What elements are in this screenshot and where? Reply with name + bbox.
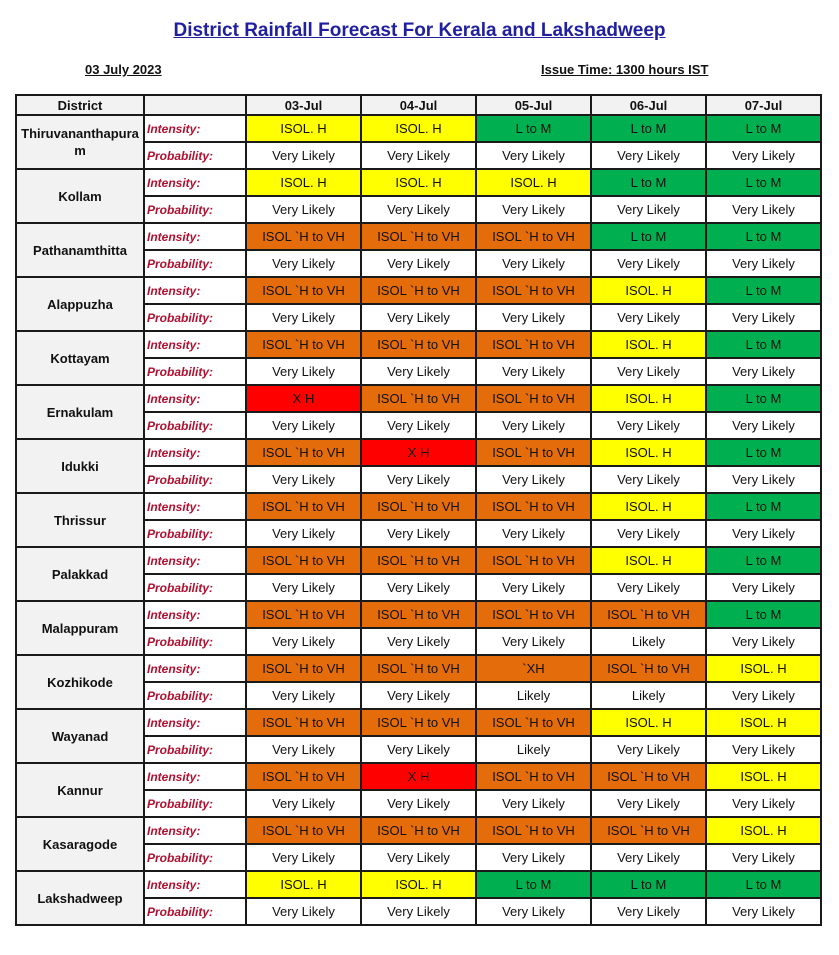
probability-cell: Very Likely	[476, 250, 591, 277]
intensity-cell: ISOL. H	[591, 709, 706, 736]
intensity-cell: L to M	[591, 223, 706, 250]
intensity-cell: ISOL. H	[706, 817, 821, 844]
intensity-cell: ISOL `H to VH	[246, 709, 361, 736]
probability-cell: Very Likely	[246, 358, 361, 385]
probability-label: Probability:	[144, 250, 246, 277]
intensity-cell: L to M	[706, 223, 821, 250]
intensity-cell: ISOL `H to VH	[246, 439, 361, 466]
intensity-cell: ISOL. H	[476, 169, 591, 196]
probability-label: Probability:	[144, 628, 246, 655]
probability-cell: Very Likely	[706, 520, 821, 547]
intensity-cell: L to M	[476, 871, 591, 898]
intensity-cell: ISOL `H to VH	[591, 655, 706, 682]
intensity-cell: ISOL `H to VH	[591, 817, 706, 844]
intensity-cell: L to M	[591, 871, 706, 898]
district-name: Pathanamthitta	[16, 223, 144, 277]
title-text: District Rainfall Forecast For Kerala and Lakshadweep	[173, 20, 666, 41]
intensity-label: Intensity:	[144, 655, 246, 682]
intensity-label: Intensity:	[144, 439, 246, 466]
probability-cell: Very Likely	[476, 304, 591, 331]
district-intensity-row	[16, 763, 821, 790]
intensity-label: Intensity:	[144, 169, 246, 196]
header-date: 06-Jul	[591, 95, 706, 115]
intensity-cell: ISOL `H to VH	[476, 763, 591, 790]
probability-label: Probability:	[144, 574, 246, 601]
district-intensity-row	[16, 331, 821, 358]
probability-cell: Very Likely	[706, 250, 821, 277]
district-name: Thiruvananthapuram	[16, 115, 144, 169]
intensity-label: Intensity:	[144, 331, 246, 358]
probability-cell: Very Likely	[591, 412, 706, 439]
probability-cell: Very Likely	[361, 898, 476, 925]
intensity-cell: ISOL `H to VH	[246, 277, 361, 304]
probability-cell: Very Likely	[476, 358, 591, 385]
probability-label: Probability:	[144, 844, 246, 871]
intensity-cell: ISOL `H to VH	[246, 601, 361, 628]
probability-cell: Very Likely	[246, 628, 361, 655]
intensity-cell: X H	[361, 439, 476, 466]
intensity-label: Intensity:	[144, 223, 246, 250]
intensity-label: Intensity:	[144, 493, 246, 520]
intensity-cell: ISOL `H to VH	[476, 331, 591, 358]
intensity-cell: ISOL. H	[246, 115, 361, 142]
probability-cell: Very Likely	[706, 574, 821, 601]
intensity-cell: L to M	[591, 169, 706, 196]
intensity-cell: ISOL `H to VH	[476, 439, 591, 466]
district-name: Kollam	[16, 169, 144, 223]
intensity-label: Intensity:	[144, 115, 246, 142]
intensity-label: Intensity:	[144, 601, 246, 628]
probability-cell: Very Likely	[361, 790, 476, 817]
probability-label: Probability:	[144, 520, 246, 547]
header-row	[16, 95, 821, 115]
probability-label: Probability:	[144, 412, 246, 439]
probability-cell: Very Likely	[246, 196, 361, 223]
probability-label: Probability:	[144, 142, 246, 169]
probability-cell: Very Likely	[476, 844, 591, 871]
intensity-label: Intensity:	[144, 763, 246, 790]
header-blank	[144, 95, 246, 115]
probability-cell: Very Likely	[706, 736, 821, 763]
intensity-cell: ISOL. H	[591, 331, 706, 358]
district-intensity-row	[16, 115, 821, 142]
intensity-label: Intensity:	[144, 817, 246, 844]
intensity-cell: ISOL `H to VH	[361, 601, 476, 628]
forecast-table	[15, 94, 822, 926]
probability-cell: Very Likely	[591, 358, 706, 385]
probability-cell: Very Likely	[706, 844, 821, 871]
intensity-cell: ISOL `H to VH	[246, 493, 361, 520]
probability-cell: Very Likely	[591, 250, 706, 277]
probability-label: Probability:	[144, 358, 246, 385]
probability-cell: Very Likely	[246, 520, 361, 547]
probability-cell: Very Likely	[361, 736, 476, 763]
intensity-cell: L to M	[706, 169, 821, 196]
probability-cell: Very Likely	[361, 682, 476, 709]
probability-cell: Very Likely	[361, 304, 476, 331]
probability-cell: Very Likely	[706, 898, 821, 925]
probability-label: Probability:	[144, 736, 246, 763]
probability-label: Probability:	[144, 196, 246, 223]
probability-cell: Very Likely	[361, 574, 476, 601]
probability-cell: Very Likely	[361, 412, 476, 439]
intensity-cell: ISOL `H to VH	[361, 547, 476, 574]
district-name: Malappuram	[16, 601, 144, 655]
intensity-cell: L to M	[591, 115, 706, 142]
intensity-cell: ISOL. H	[246, 169, 361, 196]
probability-cell: Very Likely	[246, 466, 361, 493]
probability-cell: Very Likely	[706, 466, 821, 493]
intensity-cell: ISOL `H to VH	[246, 817, 361, 844]
intensity-label: Intensity:	[144, 277, 246, 304]
probability-label: Probability:	[144, 304, 246, 331]
intensity-cell: ISOL `H to VH	[476, 817, 591, 844]
intensity-cell: L to M	[706, 493, 821, 520]
probability-cell: Very Likely	[706, 790, 821, 817]
district-intensity-row	[16, 169, 821, 196]
probability-cell: Very Likely	[706, 142, 821, 169]
header-date: 07-Jul	[706, 95, 821, 115]
intensity-cell: ISOL. H	[706, 655, 821, 682]
intensity-cell: ISOL `H to VH	[246, 763, 361, 790]
probability-cell: Very Likely	[591, 196, 706, 223]
probability-cell: Very Likely	[591, 142, 706, 169]
probability-cell: Very Likely	[591, 844, 706, 871]
probability-cell: Very Likely	[246, 682, 361, 709]
district-name: Kasaragode	[16, 817, 144, 871]
intensity-cell: ISOL `H to VH	[476, 547, 591, 574]
district-intensity-row	[16, 871, 821, 898]
intensity-cell: ISOL. H	[361, 169, 476, 196]
district-name: Alappuzha	[16, 277, 144, 331]
intensity-label: Intensity:	[144, 547, 246, 574]
probability-cell: Very Likely	[476, 898, 591, 925]
probability-label: Probability:	[144, 682, 246, 709]
intensity-cell: ISOL `H to VH	[361, 709, 476, 736]
intensity-cell: ISOL `H to VH	[476, 709, 591, 736]
page-title	[0, 20, 839, 42]
probability-cell: Very Likely	[361, 142, 476, 169]
intensity-cell: ISOL `H to VH	[246, 223, 361, 250]
intensity-cell: ISOL `H to VH	[246, 547, 361, 574]
district-name: Ernakulam	[16, 385, 144, 439]
intensity-cell: L to M	[706, 439, 821, 466]
intensity-cell: X H	[246, 385, 361, 412]
intensity-cell: L to M	[706, 601, 821, 628]
probability-cell: Very Likely	[246, 250, 361, 277]
district-intensity-row	[16, 493, 821, 520]
intensity-cell: ISOL `H to VH	[591, 763, 706, 790]
district-intensity-row	[16, 817, 821, 844]
district-intensity-row	[16, 385, 821, 412]
intensity-cell: ISOL `H to VH	[361, 493, 476, 520]
intensity-cell: ISOL `H to VH	[476, 223, 591, 250]
probability-cell: Very Likely	[361, 196, 476, 223]
probability-cell: Very Likely	[591, 898, 706, 925]
header-date: 04-Jul	[361, 95, 476, 115]
intensity-cell: ISOL `H to VH	[361, 655, 476, 682]
probability-cell: Very Likely	[706, 412, 821, 439]
intensity-cell: ISOL `H to VH	[476, 277, 591, 304]
district-intensity-row	[16, 601, 821, 628]
probability-cell: Very Likely	[706, 682, 821, 709]
probability-cell: Very Likely	[706, 196, 821, 223]
header-date: 05-Jul	[476, 95, 591, 115]
probability-cell: Very Likely	[246, 142, 361, 169]
district-intensity-row	[16, 655, 821, 682]
probability-cell: Likely	[591, 628, 706, 655]
district-intensity-row	[16, 277, 821, 304]
probability-cell: Very Likely	[361, 250, 476, 277]
intensity-cell: ISOL `H to VH	[361, 817, 476, 844]
issue-time: Issue Time: 1300 hours IST	[541, 62, 709, 77]
probability-cell: Very Likely	[706, 304, 821, 331]
intensity-cell: ISOL `H to VH	[476, 601, 591, 628]
probability-cell: Very Likely	[361, 844, 476, 871]
probability-cell: Very Likely	[591, 466, 706, 493]
probability-cell: Very Likely	[246, 304, 361, 331]
intensity-cell: ISOL. H	[591, 385, 706, 412]
header-date: 03-Jul	[246, 95, 361, 115]
probability-cell: Very Likely	[476, 574, 591, 601]
intensity-cell: ISOL. H	[591, 439, 706, 466]
district-name: Palakkad	[16, 547, 144, 601]
probability-cell: Very Likely	[591, 520, 706, 547]
probability-cell: Very Likely	[476, 520, 591, 547]
probability-label: Probability:	[144, 790, 246, 817]
intensity-cell: ISOL. H	[246, 871, 361, 898]
forecast-date: 03 July 2023	[85, 62, 162, 77]
district-name: Lakshadweep	[16, 871, 144, 925]
intensity-cell: `XH	[476, 655, 591, 682]
intensity-cell: ISOL. H	[706, 709, 821, 736]
probability-cell: Very Likely	[476, 790, 591, 817]
intensity-cell: L to M	[706, 115, 821, 142]
probability-cell: Very Likely	[476, 412, 591, 439]
probability-label: Probability:	[144, 898, 246, 925]
probability-cell: Very Likely	[246, 898, 361, 925]
intensity-cell: L to M	[706, 277, 821, 304]
intensity-cell: ISOL. H	[591, 547, 706, 574]
intensity-cell: ISOL `H to VH	[361, 385, 476, 412]
district-name: Kottayam	[16, 331, 144, 385]
probability-cell: Likely	[476, 682, 591, 709]
probability-cell: Very Likely	[591, 574, 706, 601]
intensity-label: Intensity:	[144, 709, 246, 736]
probability-cell: Very Likely	[246, 736, 361, 763]
intensity-cell: ISOL `H to VH	[361, 331, 476, 358]
probability-cell: Very Likely	[246, 790, 361, 817]
probability-cell: Very Likely	[706, 628, 821, 655]
intensity-cell: L to M	[706, 385, 821, 412]
intensity-label: Intensity:	[144, 871, 246, 898]
probability-cell: Very Likely	[476, 196, 591, 223]
intensity-cell: ISOL `H to VH	[361, 223, 476, 250]
intensity-cell: X H	[361, 763, 476, 790]
intensity-cell: ISOL `H to VH	[476, 385, 591, 412]
probability-cell: Very Likely	[361, 520, 476, 547]
intensity-cell: L to M	[476, 115, 591, 142]
probability-cell: Very Likely	[591, 790, 706, 817]
probability-cell: Very Likely	[591, 304, 706, 331]
probability-cell: Very Likely	[246, 412, 361, 439]
intensity-cell: ISOL `H to VH	[476, 493, 591, 520]
district-name: Wayanad	[16, 709, 144, 763]
intensity-cell: ISOL. H	[361, 115, 476, 142]
district-intensity-row	[16, 547, 821, 574]
intensity-cell: ISOL. H	[706, 763, 821, 790]
intensity-cell: ISOL. H	[591, 493, 706, 520]
probability-cell: Very Likely	[361, 628, 476, 655]
intensity-cell: ISOL `H to VH	[246, 655, 361, 682]
intensity-cell: ISOL `H to VH	[361, 277, 476, 304]
intensity-label: Intensity:	[144, 385, 246, 412]
intensity-cell: ISOL `H to VH	[246, 331, 361, 358]
intensity-cell: ISOL. H	[361, 871, 476, 898]
probability-cell: Very Likely	[361, 358, 476, 385]
intensity-cell: ISOL `H to VH	[591, 601, 706, 628]
probability-cell: Very Likely	[246, 574, 361, 601]
probability-cell: Very Likely	[476, 466, 591, 493]
district-name: Thrissur	[16, 493, 144, 547]
probability-cell: Very Likely	[476, 142, 591, 169]
probability-cell: Likely	[476, 736, 591, 763]
probability-cell: Very Likely	[476, 628, 591, 655]
probability-cell: Very Likely	[361, 466, 476, 493]
district-name: Kannur	[16, 763, 144, 817]
intensity-cell: L to M	[706, 331, 821, 358]
district-name: Kozhikode	[16, 655, 144, 709]
probability-cell: Very Likely	[591, 736, 706, 763]
forecast-body	[16, 115, 821, 925]
district-intensity-row	[16, 709, 821, 736]
probability-cell: Likely	[591, 682, 706, 709]
district-intensity-row	[16, 223, 821, 250]
district-intensity-row	[16, 439, 821, 466]
intensity-cell: L to M	[706, 871, 821, 898]
header-district: District	[16, 95, 144, 115]
probability-label: Probability:	[144, 466, 246, 493]
intensity-cell: L to M	[706, 547, 821, 574]
probability-cell: Very Likely	[706, 358, 821, 385]
intensity-cell: ISOL. H	[591, 277, 706, 304]
probability-cell: Very Likely	[246, 844, 361, 871]
district-name: Idukki	[16, 439, 144, 493]
